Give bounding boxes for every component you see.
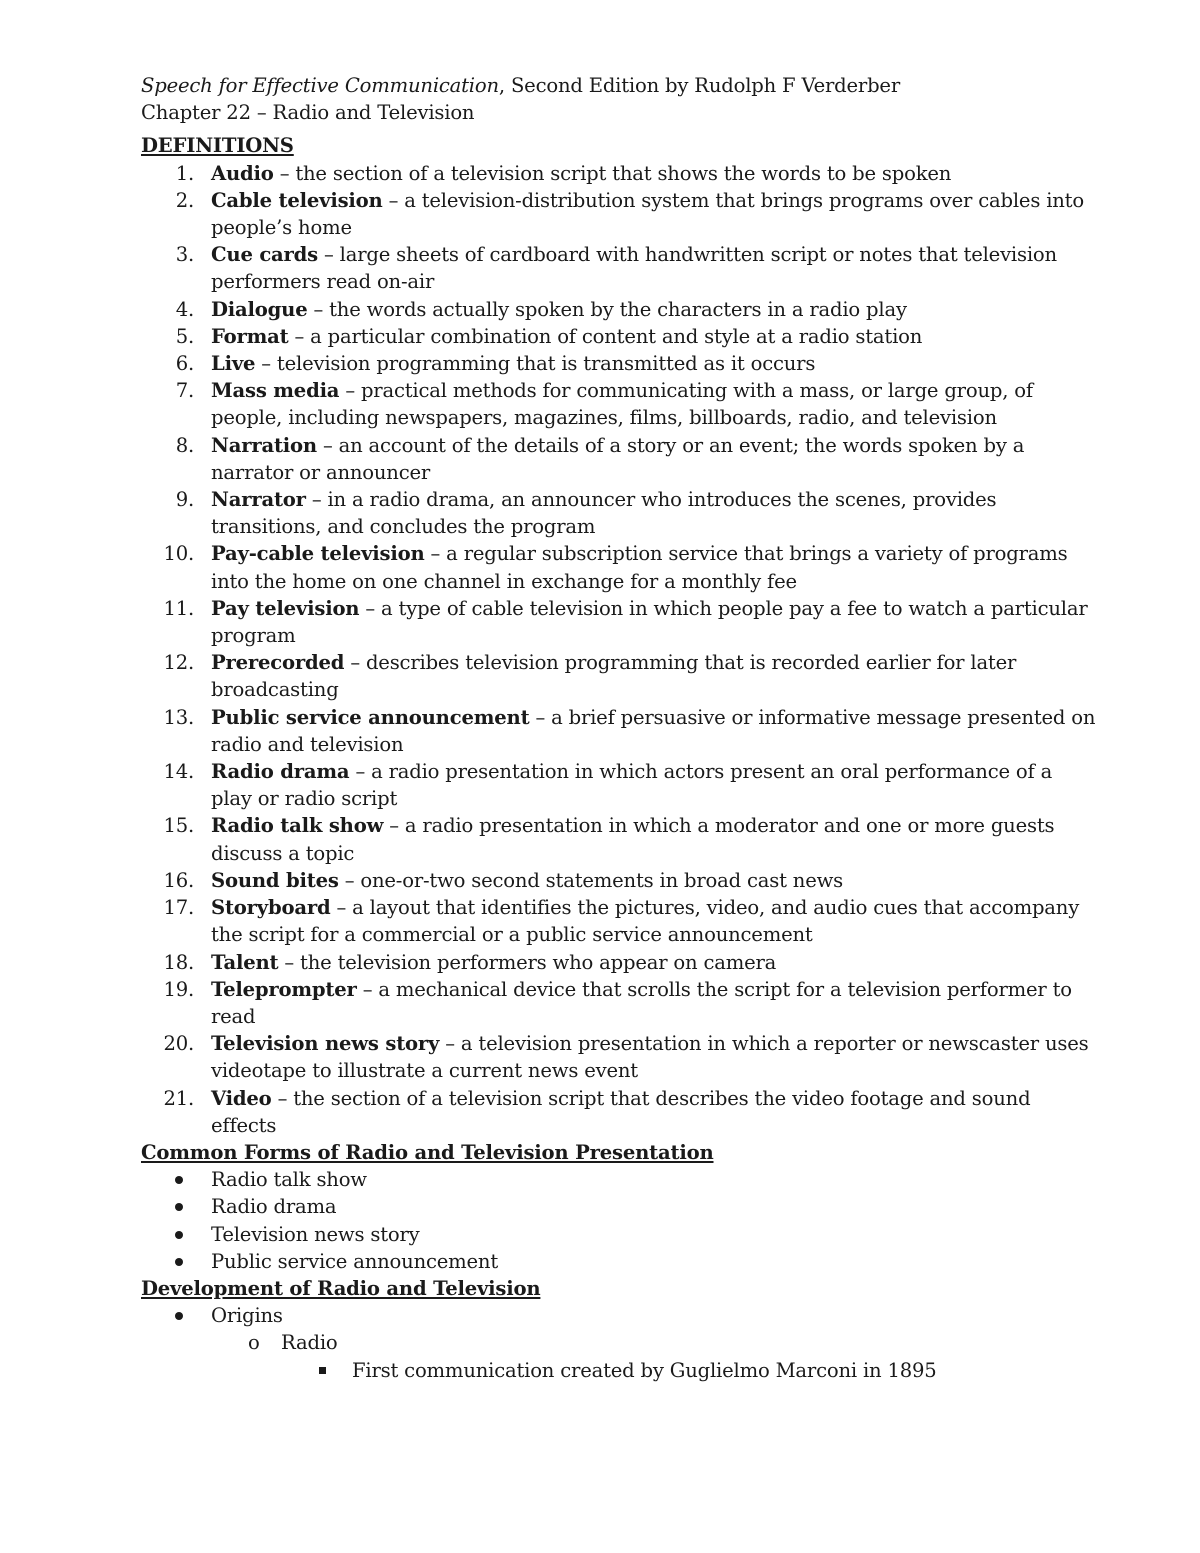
definition-term: Radio talk show — [211, 814, 384, 838]
form-label: Television news story — [211, 1222, 420, 1246]
definition-item — [141, 704, 1096, 758]
definition-item — [141, 350, 1081, 377]
definition-line — [163, 1030, 1089, 1057]
definition-item — [141, 649, 1081, 703]
list-item — [141, 1302, 1081, 1329]
definition-line — [163, 812, 1081, 839]
list-item — [141, 1357, 1081, 1384]
definition-item — [141, 432, 1081, 486]
definition-line — [175, 187, 1084, 214]
list-item — [141, 1329, 1081, 1356]
definition-line — [175, 486, 1081, 513]
definition-continuation: into the home on one channel in exchange for a monthly fee — [211, 569, 797, 593]
definition-number: 15. — [163, 814, 194, 838]
definition-text: – practical methods for communicating with a mass, or large group, of — [339, 379, 1033, 403]
definition-term: Audio — [211, 161, 274, 185]
first-communication-text: First communication created by Guglielmo Marconi in 1895 — [352, 1358, 937, 1382]
definition-number: 19. — [163, 977, 194, 1001]
definition-text: – one-or-two second statements in broad cast news — [338, 868, 844, 892]
definition-text: – a radio presentation in which actors present an oral performance of a — [349, 760, 1053, 784]
definition-text: – a brief persuasive or informative message presented on — [529, 705, 1096, 729]
definition-line — [163, 758, 1081, 785]
definition-number: 14. — [163, 760, 194, 784]
definition-continuation: effects — [211, 1113, 277, 1137]
definition-text: – describes television programming that is recorded earlier for later — [344, 651, 1017, 675]
definition-item — [141, 976, 1081, 1030]
definition-text: – the words actually spoken by the characters in a radio play — [307, 297, 907, 321]
definition-continuation: videotape to illustrate a current news event — [211, 1059, 638, 1083]
definition-continuation: program — [211, 624, 296, 648]
definition-text: – a particular combination of content and style at a radio station — [288, 324, 923, 348]
definition-number: 20. — [163, 1032, 194, 1056]
definition-continuation: people, including newspapers, magazines, films, billboards, radio, and television — [211, 406, 997, 430]
definition-number: 7. — [175, 379, 194, 403]
definition-text: – a layout that identifies the pictures, video, and audio cues that accompany — [330, 896, 1080, 920]
definition-continuation: radio and television — [211, 732, 404, 756]
definition-text: – large sheets of cardboard with handwritten script or notes that television — [318, 243, 1057, 267]
definition-line — [175, 350, 1081, 377]
radio-label: Radio — [281, 1331, 338, 1355]
definition-term: Pay television — [211, 596, 360, 620]
list-item — [141, 1166, 1081, 1193]
document-page — [141, 72, 1096, 1384]
definition-text: – the section of a television script that shows the words to be spoken — [273, 161, 952, 185]
definition-item — [141, 595, 1088, 649]
definition-continuation: play or radio script — [211, 787, 398, 811]
definition-text: – a type of cable television in which people pay a fee to watch a particular — [359, 596, 1088, 620]
definition-line — [163, 595, 1088, 622]
definition-number: 5. — [175, 324, 194, 348]
definition-line — [163, 894, 1081, 921]
definition-number: 2. — [175, 188, 194, 212]
development-heading: Development of Radio and Television — [141, 1276, 541, 1300]
development-list — [141, 1302, 1081, 1384]
definitions-list — [141, 160, 1096, 1139]
definition-number: 17. — [163, 896, 194, 920]
bullet-icon — [175, 1312, 183, 1320]
definition-line — [163, 867, 1081, 894]
definition-continuation: broadcasting — [211, 678, 339, 702]
definitions-heading: DEFINITIONS — [141, 134, 294, 158]
bullet-icon — [175, 1203, 183, 1211]
definition-line — [175, 296, 1081, 323]
definition-item — [141, 1085, 1081, 1139]
definition-item — [141, 486, 1081, 540]
definition-number: 3. — [175, 243, 194, 267]
definition-number: 9. — [175, 488, 194, 512]
definition-line — [163, 949, 1081, 976]
definition-term: Pay-cable television — [211, 542, 425, 566]
form-label: Public service announcement — [211, 1249, 499, 1273]
list-item — [141, 1193, 1081, 1220]
definition-number: 11. — [163, 596, 194, 620]
definition-term: Storyboard — [211, 896, 331, 920]
definition-number: 4. — [175, 297, 194, 321]
definition-line — [175, 160, 1081, 187]
chapter-title: Chapter 22 – Radio and Television — [141, 101, 475, 125]
definition-item — [141, 894, 1081, 948]
definition-term: Narrator — [211, 488, 306, 512]
definition-text: – the section of a television script that describes the video footage and sound — [271, 1086, 1031, 1110]
book-citation — [141, 72, 1081, 99]
definition-term: Format — [211, 324, 289, 348]
definition-line — [163, 976, 1081, 1003]
definition-item — [141, 867, 1081, 894]
definition-number: 18. — [163, 950, 194, 974]
definition-number: 1. — [175, 161, 194, 185]
definition-text: – a radio presentation in which a moderator and one or more guests — [383, 814, 1055, 838]
form-label: Radio drama — [211, 1195, 337, 1219]
definition-line — [163, 649, 1081, 676]
definition-item — [141, 323, 1081, 350]
definition-text: – a television presentation in which a reporter or newscaster uses — [439, 1032, 1089, 1056]
definition-term: Narration — [211, 433, 317, 457]
form-label: Radio talk show — [211, 1168, 367, 1192]
definition-item — [141, 812, 1081, 866]
definition-term: Dialogue — [211, 297, 308, 321]
definition-continuation: read — [211, 1004, 256, 1028]
definition-term: Teleprompter — [211, 977, 357, 1001]
square-bullet-icon — [319, 1367, 326, 1374]
book-title: Speech for Effective Communication — [141, 74, 499, 97]
definition-term: Sound bites — [211, 868, 339, 892]
definition-text: – an account of the details of a story or an event; the words spoken by a — [316, 433, 1025, 457]
definition-continuation: performers read on-air — [211, 270, 435, 294]
definition-item — [141, 758, 1081, 812]
definition-number: 10. — [163, 542, 194, 566]
definition-text: – a mechanical device that scrolls the script for a television performer to — [356, 977, 1072, 1001]
definition-item — [141, 160, 1081, 187]
definition-line — [163, 704, 1096, 731]
definition-continuation: people’s home — [211, 216, 352, 240]
definition-term: Mass media — [211, 379, 340, 403]
bullet-icon — [175, 1231, 183, 1239]
definition-item — [141, 377, 1081, 431]
definition-continuation: the script for a commercial or a public service announcement — [211, 923, 813, 947]
definition-number: 8. — [175, 433, 194, 457]
definition-term: Cue cards — [211, 243, 319, 267]
book-edition-author: , Second Edition by Rudolph F Verderber — [498, 74, 900, 97]
common-forms-heading: Common Forms of Radio and Television Presentation — [141, 1140, 714, 1164]
definition-number: 6. — [175, 352, 194, 376]
definition-text: – a regular subscription service that brings a variety of programs — [424, 542, 1068, 566]
definition-item — [141, 296, 1081, 323]
definition-term: Public service announcement — [211, 705, 530, 729]
list-item — [141, 1221, 1081, 1248]
definition-item — [141, 187, 1084, 241]
definition-text: – the television performers who appear on camera — [278, 950, 777, 974]
definition-item — [141, 949, 1081, 976]
list-item — [141, 1248, 1081, 1275]
definition-text: – in a radio drama, an announcer who introduces the scenes, provides — [305, 488, 997, 512]
definition-term: Prerecorded — [211, 651, 345, 675]
definition-number: 12. — [163, 651, 194, 675]
definition-line — [163, 540, 1081, 567]
definition-line — [163, 1085, 1081, 1112]
definition-line — [175, 323, 1081, 350]
definition-continuation: narrator or announcer — [211, 460, 431, 484]
bullet-icon — [175, 1258, 183, 1266]
definition-continuation: transitions, and concludes the program — [211, 515, 596, 539]
definition-number: 16. — [163, 868, 194, 892]
definition-line — [175, 432, 1081, 459]
definition-text: – television programming that is transmitted as it occurs — [255, 352, 816, 376]
definition-term: Radio drama — [211, 760, 350, 784]
definition-term: Cable television — [211, 188, 383, 212]
definition-line — [175, 377, 1081, 404]
definition-item — [141, 241, 1081, 295]
definition-item — [141, 1030, 1089, 1084]
definition-text: – a television-distribution system that brings programs over cables into — [382, 188, 1084, 212]
definition-term: Talent — [211, 950, 279, 974]
definition-term: Live — [211, 352, 256, 376]
definition-continuation: discuss a topic — [211, 841, 355, 865]
circle-bullet-icon: o — [248, 1331, 260, 1355]
definition-term: Video — [211, 1086, 272, 1110]
definition-term: Television news story — [211, 1032, 440, 1056]
bullet-icon — [175, 1176, 183, 1184]
common-forms-list — [141, 1166, 1081, 1275]
definition-line — [175, 241, 1081, 268]
definition-item — [141, 540, 1081, 594]
origins-label: Origins — [211, 1304, 283, 1328]
definition-number: 13. — [163, 705, 194, 729]
definition-number: 21. — [163, 1086, 194, 1110]
